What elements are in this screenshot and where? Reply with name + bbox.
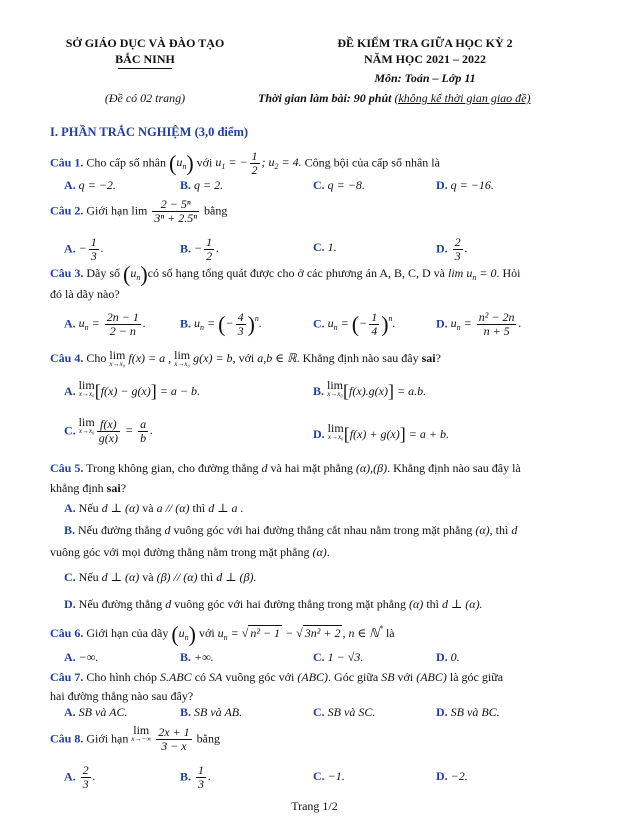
page-count-note: (Đề có 02 trang) bbox=[104, 91, 186, 105]
q2-option-c[interactable]: C. 1. bbox=[313, 240, 337, 254]
q8-option-c[interactable]: C. −1. bbox=[313, 769, 345, 783]
q5-b-text-2: vuông góc với hai đường thẳng cắt nhau nằm trong mặt phẳng bbox=[173, 523, 473, 537]
q7-a-text: SB và AC. bbox=[78, 705, 128, 719]
question-3: Câu 3. Dãy số $(u_n)có$ số hạng tổng quát được cho ở các phương án A, B, C, D và $\lim u_n = 0$. Hỏi bbox=[50, 261, 521, 287]
q5-b-line2-text: vuông góc với mọi đường thẳng nằm trong mặt phẳng bbox=[50, 545, 310, 559]
q7-b-text: SB và AB. bbox=[194, 705, 243, 719]
q1-a-text: q = −2. bbox=[78, 178, 116, 192]
question-1: Câu 1. Cho cấp số nhân $(u_n)$ với $u_1$ = − $\frac{1}{2}$ ; $u_2 = 4$. Công bội của cấp số nhân là bbox=[50, 149, 440, 177]
q1-d-text: q = −16. bbox=[450, 178, 494, 192]
q3-label: Câu 3. bbox=[50, 266, 84, 280]
q1-b-text: q = 2. bbox=[194, 178, 224, 192]
question-2: Câu 2. Giới hạn lim $\frac{\text{2 − 5ⁿ}}{\text{3ⁿ + 2.5ⁿ}}$ bằng bbox=[50, 197, 228, 225]
q2-text: Giới hạn bbox=[86, 203, 129, 218]
q7-d-text: SB và BC. bbox=[450, 705, 500, 719]
q4-option-a[interactable]: A. lim x→x₀ [f(x) − g(x)] = a − b. bbox=[64, 378, 200, 401]
q7-c-text: SB và SC. bbox=[327, 705, 376, 719]
q5-option-c[interactable]: C. Nếu d ⊥ (α) và (β) // (α) thì d ⊥ (β). bbox=[64, 570, 257, 584]
question-6: Câu 6. Giới hạn của dãy $(u_n)$ với $u_n$ = √ n² − 1 − √ 3n² + 2 , n ∈ ℕ* là bbox=[50, 621, 395, 647]
q5-option-b-line2: vuông góc với mọi đường thẳng nằm trong mặt phẳng (α). bbox=[50, 545, 330, 559]
q8-d-text: −2. bbox=[450, 769, 468, 783]
q5-line2-text: khẳng định bbox=[50, 481, 104, 495]
province-name: BẮC NINH bbox=[115, 52, 175, 66]
q5-c-text-2: và bbox=[142, 570, 154, 584]
q7-line2: hai đường thẳng nào sau đây? bbox=[50, 689, 194, 703]
section-title: I. PHẦN TRẮC NGHIỆM (3,0 điểm) bbox=[50, 125, 249, 139]
q8-option-b[interactable]: B. $\frac{1}{3}$ . bbox=[180, 763, 212, 791]
q7-option-a[interactable]: A. SB và AC. bbox=[64, 705, 128, 719]
q5-option-b[interactable]: B. Nếu đường thẳng d vuông góc với hai đường thẳng cắt nhau nằm trong mặt phẳng (α), thì d bbox=[64, 523, 518, 537]
q6-a-text: −∞. bbox=[78, 650, 99, 664]
question-7: Câu 7. Cho hình chóp S.ABC có SA vuông góc với (ABC). Góc giữa SB với (ABC) là góc giữa bbox=[50, 670, 504, 684]
q1-text-2: với bbox=[196, 155, 213, 170]
q1-option-c[interactable]: C. q = −8. bbox=[313, 178, 365, 192]
q4-option-d[interactable]: D. lim x→x₀ [f(x) + g(x)] = a + b. bbox=[313, 421, 449, 444]
q7-text-3: vuông góc với bbox=[225, 670, 295, 684]
q4-text-3: . Khẳng định nào sau đây bbox=[296, 351, 419, 365]
q3-option-b[interactable]: B. $u_n$ = (− $\frac{4}{3}$ )$^n$. bbox=[180, 310, 262, 338]
q5-line2-end: ? bbox=[120, 481, 127, 495]
q5-c-text-3: thì bbox=[200, 570, 214, 584]
q5-text-3: . Khẳng định nào sau đây là bbox=[387, 461, 521, 475]
q7-text: Cho hình chóp bbox=[86, 670, 158, 684]
q1-label: Câu 1. bbox=[50, 155, 84, 170]
q5-option-a[interactable]: A. Nếu d ⊥ (α) và a // (α) thì d ⊥ a . bbox=[64, 501, 244, 515]
q5-a-text-3: thì bbox=[192, 501, 206, 515]
q8-c-text: −1. bbox=[327, 769, 345, 783]
question-5: Câu 5. Trong không gian, cho đường thẳng d và hai mặt phẳng (α),(β). Khẳng định nào sau đây là bbox=[50, 461, 521, 475]
q1-option-d[interactable]: D. q = −16. bbox=[436, 178, 494, 192]
q3-text-3: . Hỏi bbox=[496, 266, 521, 280]
q8-text-2: bằng bbox=[196, 731, 220, 746]
q4-text-2: , với bbox=[232, 351, 255, 365]
q2-option-a[interactable]: A. − $\frac{1}{3}$ . bbox=[64, 235, 104, 263]
q5-b-text: Nếu đường thẳng bbox=[78, 523, 162, 537]
q1-text-3: Công bội của cấp số nhân là bbox=[304, 155, 440, 170]
q5-option-d[interactable]: D. Nếu đường thẳng d vuông góc với hai đường thẳng trong mặt phẳng (α) thì d ⊥ (α). bbox=[64, 597, 483, 611]
time-note: (không kể thời gian giao đề) bbox=[394, 91, 531, 105]
q3-line2: đó là dãy nào? bbox=[50, 287, 120, 301]
question-8: Câu 8. Giới hạn lim x→−∞ $\frac{2x + 1}{3 - x}$ bằng bbox=[50, 723, 220, 753]
q6-c-text: 1 − √3. bbox=[327, 650, 364, 664]
q3-text-2: có số hạng tổng quát được cho ở các phương án A, B, C, D và bbox=[147, 266, 445, 280]
header-underline bbox=[118, 68, 172, 69]
q1-text: Cho cấp số nhân bbox=[86, 155, 166, 170]
q5-line2 bbox=[50, 481, 126, 496]
q6-option-a[interactable]: A. −∞. bbox=[64, 650, 99, 664]
q5-d-text-3: thì bbox=[426, 597, 439, 611]
exam-title: ĐỀ KIỂM TRA GIỮA HỌC KỲ 2 bbox=[337, 36, 513, 50]
q4-bold-word: sai bbox=[421, 351, 436, 365]
q4-end: ? bbox=[435, 351, 441, 365]
q7-option-d[interactable]: D. SB và BC. bbox=[436, 705, 500, 719]
school-year: NĂM HỌC 2021 – 2022 bbox=[364, 52, 486, 66]
q4-option-b[interactable]: B. lim x→x₀ [f(x).g(x)] = a.b. bbox=[313, 378, 427, 401]
q5-d-text: Nếu đường thẳng bbox=[78, 597, 163, 611]
q6-d-text: 0. bbox=[450, 650, 460, 664]
q6-text-2: với bbox=[198, 626, 215, 640]
q6-b-text: +∞. bbox=[194, 650, 214, 664]
question-4: Câu 4. Cho lim x→x₀ f(x) = a , lim x→x₀ g(x) = b, với a,b ∈ ℝ. Khẳng định nào sau đây sai? bbox=[50, 348, 441, 368]
q3-option-c[interactable]: C. $u_n$ = (− $\frac{1}{4}$ )$^n$. bbox=[313, 310, 396, 338]
q6-option-c[interactable]: C. 1 − √3. bbox=[313, 650, 364, 664]
q7-option-c[interactable]: C. SB và SC. bbox=[313, 705, 376, 719]
q7-label: Câu 7. bbox=[50, 670, 84, 684]
q5-c-text: Nếu bbox=[78, 570, 99, 584]
q5-a-text-2: và bbox=[142, 501, 154, 515]
q4-text: Cho bbox=[86, 351, 107, 365]
q1-c-text: q = −8. bbox=[327, 178, 365, 192]
q5-text: Trong không gian, cho đường thẳng bbox=[86, 461, 259, 475]
q5-bold-word: sai bbox=[106, 481, 121, 495]
q8-option-a[interactable]: A. $\frac{2}{3}$ . bbox=[64, 763, 96, 791]
q1-option-a[interactable]: A. q = −2. bbox=[64, 178, 116, 192]
q6-option-d[interactable]: D. 0. bbox=[436, 650, 460, 664]
q3-option-a[interactable]: A. $u_n$ = $\frac{2n - 1}{2 - n}$ . bbox=[64, 310, 146, 338]
q7-text-2: có bbox=[194, 670, 207, 684]
q2-text-2: bằng bbox=[204, 203, 228, 218]
q7-text-5: với bbox=[397, 670, 414, 684]
q6-label: Câu 6. bbox=[50, 626, 84, 640]
q5-b-text-3: , thì bbox=[489, 523, 509, 537]
subject-label: Môn: Toán – Lớp 11 bbox=[374, 71, 476, 85]
q3-text: Dãy số bbox=[86, 266, 121, 280]
q5-label: Câu 5. bbox=[50, 461, 84, 475]
page-number: Trang 1/2 bbox=[291, 799, 338, 813]
q6-option-b[interactable]: B. +∞. bbox=[180, 650, 214, 664]
q1-option-b[interactable]: B. q = 2. bbox=[180, 178, 224, 192]
q3-option-d[interactable]: D. $u_n$ = $\frac{\text{n² − 2n}}{n + 5}$ . bbox=[436, 310, 522, 338]
q2-option-b[interactable]: B. − $\frac{1}{2}$ . bbox=[180, 235, 220, 263]
q8-label: Câu 8. bbox=[50, 731, 84, 746]
q4-label: Câu 4. bbox=[50, 351, 84, 365]
q8-text: Giới hạn bbox=[86, 731, 129, 746]
q7-text-6: là góc giữa bbox=[449, 670, 504, 684]
q7-option-b[interactable]: B. SB và AB. bbox=[180, 705, 243, 719]
q7-text-4: . Góc giữa bbox=[328, 670, 379, 684]
q2-option-d[interactable]: D. $\frac{2}{3}$ . bbox=[436, 235, 468, 263]
q2-numerator: 2 − 5ⁿ bbox=[152, 198, 199, 212]
department-name: SỞ GIÁO DỤC VÀ ĐÀO TẠO bbox=[65, 36, 225, 50]
q2-label: Câu 2. bbox=[50, 203, 84, 218]
q2-denominator: 3ⁿ + 2.5ⁿ bbox=[154, 211, 198, 225]
q4-option-c[interactable]: C. lim x→x₀ $\frac{f(x)}{g(x)}$ = $\frac{a}{b}$ . bbox=[64, 415, 154, 445]
time-line bbox=[258, 91, 531, 106]
q6-text-3: là bbox=[385, 626, 395, 640]
q6-text: Giới hạn của dãy bbox=[86, 626, 169, 640]
q5-d-text-2: vuông góc với hai đường thẳng trong mặt phẳng bbox=[174, 597, 407, 611]
time-label: Thời gian làm bài: 90 phút bbox=[258, 91, 392, 105]
q5-text-2: và hai mặt phẳng bbox=[270, 461, 353, 475]
q5-a-text: Nếu bbox=[78, 501, 99, 515]
q8-option-d[interactable]: D. −2. bbox=[436, 769, 468, 783]
